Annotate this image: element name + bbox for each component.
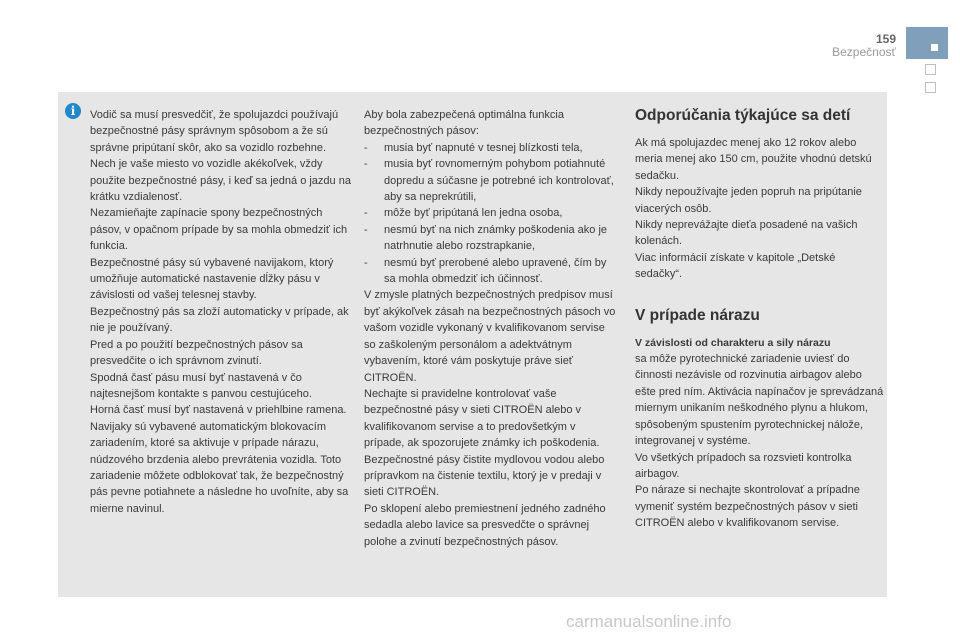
list-item-text: musia byť napnuté v tesnej blízkosti tela, [384, 141, 583, 154]
column-middle [364, 107, 618, 550]
list-item [364, 222, 618, 255]
section-tab-box[interactable] [925, 64, 936, 75]
tab-marker [931, 44, 938, 51]
paragraph: Bezpečnostné pásy čistite mydlovou vodou alebo prípravkom na čistenie textilu, ktorý je v predaji v sieti CITROËN. [364, 453, 605, 499]
list-dash: - [364, 158, 368, 171]
paragraph: Bezpečnostný pás sa zloží automaticky v prípade, ak nie je používaný. [90, 305, 349, 335]
paragraph: Nezamieňajte zapínacie spony bezpečnostných pásov, v opačnom prípade by sa mohla obmedziť ich funkcia. [90, 207, 348, 253]
heading-children-advice: Odporúčania týkajúce sa detí [635, 107, 851, 124]
paragraph: Nechajte si pravidelne kontrolovať vaše bezpečnostné pásy v sieti CITROËN alebo v kvalifikovanom servise a to predovšetkým v prípade, ak spozorujete známky ich poškodenia. [364, 387, 600, 450]
list-dash: - [364, 141, 368, 154]
list-item [364, 255, 618, 288]
section-name: Bezpečnosť [832, 45, 896, 59]
paragraph: Po sklopení alebo premiestnení jedného zadného sedadla alebo lavice sa presvedčte o správnej polohe a zvinutí bezpečnostných pásov. [364, 502, 606, 548]
heading-in-case-of-impact: V prípade nárazu [635, 306, 760, 324]
paragraph: Horná časť musí byť nastavená v priehlbine ramena. [90, 404, 347, 417]
paragraph: Nikdy neprevážajte dieťa posadené na vašich kolenách. [635, 219, 858, 248]
paragraph: Navijaky sú vybavené automatickým blokovacím zariadením, ktoré sa aktivuje v prípade nárazu, núdzového brzdenia alebo prevrátenia vozidla. Toto zariadenie môžete odblokovať tak, že bezpečnostný pás pevne potiahnete a následne ho uvoľníte, aby sa mierne navinul. [90, 420, 349, 515]
list-item-text: musia byť rovnomerným pohybom potiahnuté dopredu a súčasne je potrebné ich kontrolovať, aby sa neprekrútili, [384, 158, 614, 204]
page-number: 159 [875, 32, 896, 46]
list-item [364, 205, 618, 221]
list-item-text: nesmú byť prerobené alebo upravené, čím by sa mohla obmedziť ich účinnosť. [384, 256, 607, 286]
list-item-text: nesmú byť na nich známky poškodenia ako je natrhnutie alebo rozstrapkanie, [384, 223, 608, 253]
paragraph: sa môže pyrotechnické zariadenie uviesť do činnosti nezávisle od rozvinutia airbagov alebo ešte pred ním. Aktivácia napínačov je sprevádzaná miernym unikaním neškodného plynu a hlukom, spôsobeným spustením pyrotechnickej nálože, integrovanej v systéme. [635, 353, 884, 448]
paragraph: Ak má spolujazdec menej ako 12 rokov alebo meria menej ako 150 cm, použite vhodnú detskú sedačku. [635, 137, 872, 182]
list-dash: - [364, 207, 368, 220]
column-left [90, 107, 355, 517]
paragraph: Bezpečnostné pásy sú vybavené navijakom, ktorý umožňuje automatické nastavenie dĺžky pásu v závislosti od vašej telesnej stavby. [90, 256, 334, 302]
intro-paragraph: Aby bola zabezpečená optimálna funkcia bezpečnostných pásov: [364, 109, 564, 138]
paragraph: Vodič sa musí presvedčiť, že spolujazdci používajú bezpečnostné pásy správnym spôsobom a že sú správne pripútaní skôr, ako sa vozidlo rozbehne. [90, 109, 339, 154]
paragraph: Pred a po použití bezpečnostných pásov sa presvedčite o ich správnom zvinutí. [90, 338, 303, 368]
list-dash: - [364, 256, 368, 269]
list-item-text: môže byť pripútaná len jedna osoba, [384, 207, 563, 220]
subheading: V závislosti od charakteru a sily nárazu [635, 336, 831, 349]
list-item [364, 156, 618, 205]
section-tab-box[interactable] [925, 82, 936, 93]
paragraph: Vo všetkých prípadoch sa rozsvieti kontrolka airbagov. [635, 451, 852, 480]
watermark: carmanualsonline.info [566, 612, 732, 631]
paragraph: Nech je vaše miesto vo vozidle akékoľvek, vždy použite bezpečnostné pásy, i keď sa jedná o jazdu na krátku vzdialenosť. [90, 158, 351, 204]
section-tab-active[interactable] [906, 27, 948, 59]
paragraph: Po náraze si nechajte skontrolovať a prípadne vymeniť systém bezpečnostných pásov v sieti CITROËN alebo v kvalifikovanom servise. [635, 484, 860, 530]
info-icon: i [65, 103, 81, 119]
paragraph: Nikdy nepoužívajte jeden popruh na pripútanie viacerých osôb. [635, 186, 862, 215]
list-item [364, 140, 618, 156]
paragraph: V zmysle platných bezpečnostných predpisov musí byť akýkoľvek zásah na bezpečnostných pásoch vo vašom vozidle vykonaný v kvalifikovanom servise so zaškoleným personálom a adektvátnym vybavením, ktoré vám poskytuje práve sieť CITROËN. [364, 289, 616, 384]
paragraph: Spodná časť pásu musí byť nastavená v čo najtesnejšom kontakte s panvou cestujúceho. [90, 371, 312, 400]
paragraph: Viac informácií získate v kapitole „Detské sedačky“. [635, 251, 836, 281]
list-dash: - [364, 223, 368, 236]
column-right [635, 107, 885, 532]
